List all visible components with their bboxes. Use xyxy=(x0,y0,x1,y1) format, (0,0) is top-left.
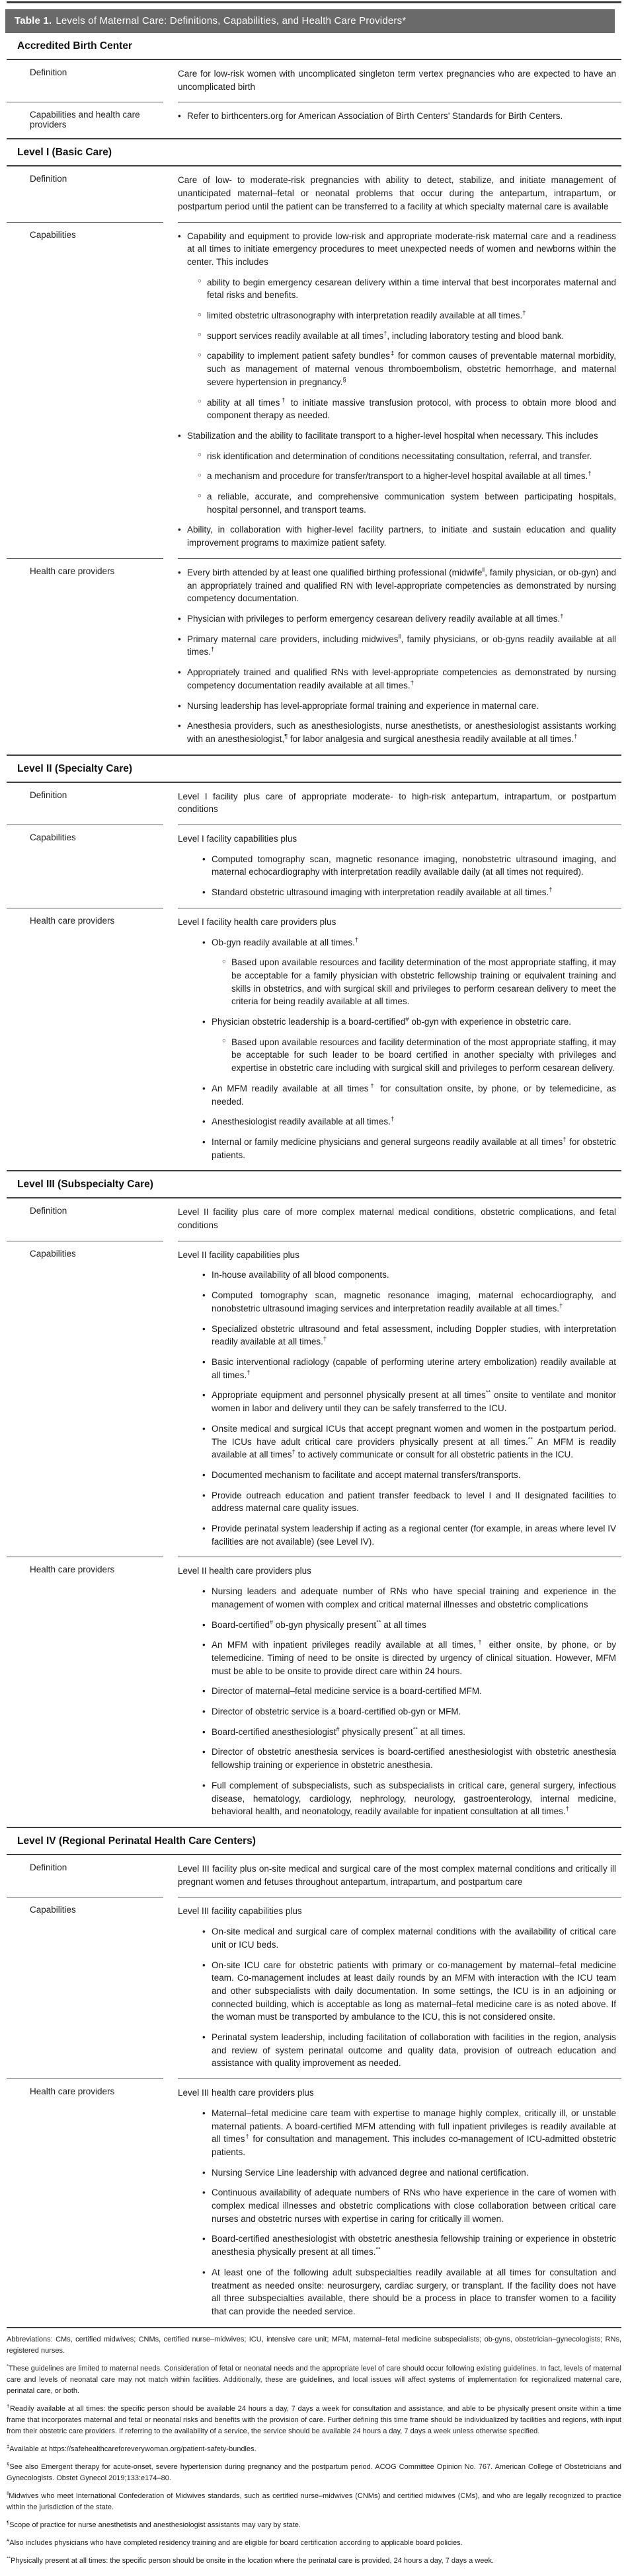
bullet-item: • Full complement of subspecialists, such as subspecialists in critical care, general surgery, infectious disease, hematology, cardiology, nephrology, neurology, gastroenterology, internal medicine, behavioral health, and neonatology, readily available for inpatient consultation at all times.† xyxy=(202,1779,616,1818)
row-label: Health care providers xyxy=(7,1557,163,1827)
table-row xyxy=(7,825,621,908)
bullet-item: • An MFM with inpatient privileges readily available at all times,† either onsite, by phone, or by telemedicine. Timing of need to be onsite is directed by urgency of clinical situation. However, MFM must be able to be onsite to provide direct care within 24 hours. xyxy=(202,1638,616,1677)
bullet-item: • Board-certified anesthesiologist# physically present** at all times. xyxy=(202,1726,616,1739)
bullet-item: • Board-certified anesthesiologist with obstetric anesthesia fellowship training or experience in obstetric anesthesia physically present at all times.** xyxy=(202,2232,616,2258)
bullet-item: ○ support services readily available at all times†, including laboratory testing and blood bank. xyxy=(198,330,616,343)
row-lead: Care of low- to moderate-risk pregnancies with ability to detect, stabilize, and initiate management of unanticipated maternal–fetal or neonatal problems that occur during the antepartum, intrapartum, or postpartum period until the patient can be transferred to a facility at which specialty maternal care is available xyxy=(178,175,616,211)
table-row xyxy=(7,1241,621,1557)
row-label: Capabilities xyxy=(7,1241,163,1557)
bullet-item: ○ a reliable, accurate, and comprehensive communication system between participating hospitals, hospital personnel, and transport teams. xyxy=(198,490,616,516)
row-content xyxy=(178,825,621,908)
row-content xyxy=(178,1897,621,2079)
row-lead: Level III facility capabilities plus xyxy=(178,1906,302,1917)
table-section xyxy=(7,1827,621,2327)
table-row xyxy=(7,783,621,825)
row-lead: Level I facility health care providers plus xyxy=(178,916,336,927)
bullet-item: • Continuous availability of adequate numbers of RNs who have experience in the care of women with complex medical illnesses and obstetric complications with close collaboration between critical care nurses and obstetric nurses with expertise in caring for critically ill women. xyxy=(202,2186,616,2225)
table-section xyxy=(7,33,621,138)
bullet-item: • Director of obstetric service is a board-certified ob-gyn or MFM. xyxy=(202,1705,616,1718)
bullet-item: ○ Based upon available resources and facility determination of the most appropriate staffing, it may be acceptable for a family physician with obstetric fellowship training or equivalent training and skills in obstetrics, and with surgical skill and privileges to perform cesarean delivery to meet the criteria for being readily available at all times. xyxy=(222,956,616,1008)
bullet-item: • Specialized obstetric ultrasound and fetal assessment, including Doppler studies, with interpretation readily available at all times.† xyxy=(202,1323,616,1348)
footnotes xyxy=(7,2328,621,2567)
row-label: Definition xyxy=(30,1206,67,1216)
bullet-item: ○ ability to begin emergency cesarean delivery within a time interval that best incorporates maternal and fetal risks and benefits. xyxy=(198,276,616,302)
table-section xyxy=(7,1170,621,1827)
bullet-list xyxy=(202,853,616,899)
bullet-item: • Internal or family medicine physicians and general surgeons readily available at all times† for obstetric patients. xyxy=(202,1136,616,1161)
bullet-item: • Anesthesiologist readily available at all times.† xyxy=(202,1115,616,1128)
row-lead: Level I facility capabilities plus xyxy=(178,834,297,844)
table-row xyxy=(7,908,621,1171)
bullet-item: ○ ability at all times† to initiate massive transfusion protocol, with process to obtain more blood and component therapy as needed. xyxy=(198,396,616,422)
row-label: Definition xyxy=(30,67,67,77)
row-content xyxy=(178,1855,621,1897)
footnote: †Readily available at all times: the specific person should be available 24 hours a day, 7 days a week for consultation and assistance, and able to be physically present onsite within a time frame that incorporates maternal and fetal or neonatal risks and benefits with the provision of care. Further defining this time frame should be individualized by facilities and regions, with input from their obstetric care providers. If referring to the availability of a service, the service should be available 24 hours a day, 7 days a week unless otherwise specified. xyxy=(7,2403,621,2435)
table-row xyxy=(7,558,621,754)
bullet-item: • Board-certified# ob-gyn physically present** at all times xyxy=(202,1619,616,1632)
table-row xyxy=(7,166,621,221)
bullet-item: ○ a mechanism and procedure for transfer/transport to a higher-level hospital available at all times.† xyxy=(198,470,616,483)
bullet-list xyxy=(202,936,616,1162)
bullet-item: • On-site ICU care for obstetric patients with primary or co-management by maternal–fetal medicine team. Co-management includes at least daily rounds by an MFM with interaction with the ICU team and other subspecialists with daily documentation. In some settings, the ICU is in an adjoining or connected building, which is acceptable as long as maternal–fetal medicine care is as noted above. If the woman must be transported by ambulance to the ICU, this is not considered onsite. xyxy=(202,1959,616,2024)
table-section xyxy=(7,754,621,1171)
bullet-item: • At least one of the following adult subspecialties readily available at all times for consultation and treatment as needed onsite: neurosurgery, cardiac surgery, or transplant. If the facility does not have all three subspecialties available, there should be a process in place to transfer women to a facility that can provide the needed service. xyxy=(202,2266,616,2318)
bullet-item: • Provide outreach education and patient transfer feedback to level I and II designated facilities to address maternal care quality issues. xyxy=(202,1489,616,1515)
row-lead: Level II facility plus care of more complex maternal medical conditions, obstetric complications, and fetal conditions xyxy=(178,1207,616,1231)
row-lead: Level I facility plus care of appropriate moderate- to high-risk antepartum, intrapartum, or postpartum conditions xyxy=(178,791,616,815)
levels-of-maternal-care-table xyxy=(7,33,621,2328)
bullet-list xyxy=(202,2107,616,2318)
section-heading: Accredited Birth Center xyxy=(7,33,621,60)
bullet-item: • Onsite medical and surgical ICUs that accept pregnant women and women in the postpartum period. The ICUs have adult critical care providers physically present at all times.** An MFM is readily available at all times† to actively communicate or consult for all obstetric patients in the ICU. xyxy=(202,1422,616,1461)
section-heading: Level II (Specialty Care) xyxy=(7,756,621,783)
row-content xyxy=(178,1241,621,1557)
bullet-item: • Maternal–fetal medicine care team with expertise to manage highly complex, critically ill, or unstable maternal patients. A board-certified MFM attending with full inpatient privileges is readily available at all times† for consultation and management. This includes co-management of ICU-admitted obstetric patients. xyxy=(202,2107,616,2159)
footnote: ‡Available at https://safehealthcareforeverywoman.org/patient-safety-bundles. xyxy=(7,2443,256,2454)
bullet-item: • Director of obstetric anesthesia services is board-certified anesthesiologist with obstetric anesthesia fellowship training or experience in obstetric anesthesia. xyxy=(202,1746,616,1771)
row-lead: Level II health care providers plus xyxy=(178,1566,311,1576)
bullet-item: • Ob-gyn readily available at all times.† xyxy=(202,936,616,949)
table-row xyxy=(7,1897,621,2079)
section-heading: Level III (Subspecialty Care) xyxy=(7,1171,621,1198)
row-lead: Care for low-risk women with uncomplicated singleton term vertex pregnancies who are expected to have an uncomplicated birth xyxy=(178,69,616,92)
bullet-list xyxy=(202,1585,616,1818)
bullet-list xyxy=(202,1269,616,1548)
row-label: Capabilities xyxy=(7,825,163,908)
bullet-item: • Refer to birthcenters.org for American Association of Birth Centers’ Standards for Birth Centers. xyxy=(178,110,616,123)
bullet-item: • Computed tomography scan, magnetic resonance imaging, maternal echocardiography, and nonobstetric ultrasound imaging services and interpretation readily available at all times.† xyxy=(202,1289,616,1315)
table-section xyxy=(7,138,621,754)
bullet-item: • Basic interventional radiology (capable of performing uterine artery embolization) readily available at all times.† xyxy=(202,1356,616,1381)
row-label: Health care providers xyxy=(7,2079,163,2327)
row-content xyxy=(178,2079,621,2327)
row-lead: Level III facility plus on-site medical and surgical care of the most complex maternal conditions and critically ill pregnant women and fetuses throughout antepartum, intrapartum, and postpartum care xyxy=(178,1863,616,1887)
row-label: Definition xyxy=(30,1862,67,1872)
document-page xyxy=(0,1,628,2576)
row-content xyxy=(178,1198,621,1240)
bullet-list xyxy=(178,566,616,746)
bullet-item: • In-house availability of all blood components. xyxy=(202,1269,616,1282)
row-label: Health care providers xyxy=(7,908,163,1171)
bullet-item: • Perinatal system leadership, including facilitation of collaboration with facilities in the region, analysis and review of system perinatal outcome and quality data, provision of outreach education and assistance with quality improvement as needed. xyxy=(202,2031,616,2070)
bullet-list xyxy=(202,1925,616,2070)
row-label: Capabilities xyxy=(7,1897,163,2079)
bullet-item: • Physician obstetric leadership is a board-certified# ob-gyn with experience in obstetric care. xyxy=(202,1015,616,1029)
bullet-item: • Nursing leaders and adequate number of RNs who have special training and experience in the management of women with complex and critical maternal illnesses and obstetric complications xyxy=(202,1585,616,1611)
row-label: Capabilities and health care providers xyxy=(7,102,163,138)
bullet-item: • Standard obstetric ultrasound imaging with interpretation readily available at all times.† xyxy=(202,886,616,899)
bullet-item: • Stabilization and the ability to facilitate transport to a higher-level hospital when necessary. This includes xyxy=(178,429,616,443)
footnote: ‖Midwives who meet International Confederation of Midwives standards, such as certified nurse–midwives (CNMs) and certified midwives (CMs), and who are legally recognized to practice within the jurisdiction of the state. xyxy=(7,2490,621,2512)
footnote: **Physically present at all times: the specific person should be onsite in the location where the perinatal care is provided, 24 hours a day, 7 days a week. xyxy=(7,2555,494,2565)
bullet-item: • Director of maternal–fetal medicine service is a board-certified MFM. xyxy=(202,1685,616,1698)
section-heading: Level IV (Regional Perinatal Health Care Centers) xyxy=(7,1828,621,1855)
bullet-item: • Provide perinatal system leadership if acting as a regional center (for example, in areas where level IV facilities are not available) (see Level IV). xyxy=(202,1522,616,1548)
row-label: Definition xyxy=(30,790,67,800)
table-title-bar xyxy=(5,9,615,33)
table-row xyxy=(7,1855,621,1897)
bullet-item: • Anesthesia providers, such as anesthesiologists, nurse anesthetists, or anesthesiologist assistants working with an anesthesiologist,¶ for labor analgesia and surgical anesthesia readily available at all times.† xyxy=(178,719,616,745)
row-content xyxy=(178,60,621,102)
bullet-item: ○ limited obstetric ultrasonography with interpretation readily available at all times.† xyxy=(198,309,616,322)
bullet-item: • On-site medical and surgical care of complex maternal conditions with the availability of critical care unit or ICU beds. xyxy=(202,1925,616,1951)
bullet-item: ○ capability to implement patient safety bundles‡ for common causes of preventable maternal morbidity, such as management of maternal venous thromboembolism, obstetric hemorrhage, and maternal severe hypertension in pregnancy.§ xyxy=(198,350,616,388)
bullet-item: • Primary maternal care providers, including midwives‖, family physicians, or ob-gyns readily available at all times.† xyxy=(178,633,616,659)
row-lead: Level III health care providers plus xyxy=(178,2088,314,2098)
bullet-item: • Physician with privileges to perform emergency cesarean delivery readily available at all times.† xyxy=(178,612,616,626)
footnote: ¶Scope of practice for nurse anesthetists and anesthesiologist assistants may vary by state. xyxy=(7,2519,301,2530)
bullet-item: • Documented mechanism to facilitate and accept maternal transfers/transports. xyxy=(202,1469,616,1482)
bullet-item: ○ risk identification and determination of conditions necessitating consultation, referral, and transfer. xyxy=(198,450,616,463)
row-content xyxy=(178,908,621,1171)
footnote: §See also Emergent therapy for acute-onset, severe hypertension during pregnancy and the postpartum period. ACOG Committee Opinion No. 767. American College of Obstetricians and Gynecologists. Obstet Gynecol 2019;133:e174–80. xyxy=(7,2461,621,2483)
section-heading: Level I (Basic Care) xyxy=(7,139,621,166)
table-title-text: Levels of Maternal Care: Definitions, Capabilities, and Health Care Providers* xyxy=(56,15,407,26)
bullet-item: ○ Based upon available resources and facility determination of the most appropriate staffing, it may be acceptable for such leader to be board certified in another specialty with privileges and expertise in obstetric care including with surgical skill and privileges to perform cesarean delivery. xyxy=(222,1036,616,1075)
footnote: *These guidelines are limited to maternal needs. Consideration of fetal or neonatal needs and the appropriate level of care should occur following existing guidelines. In fact, levels of maternal care and levels of neonatal care may not match within facilities. Additionally, these are guidelines, and local issues will affect systems of implementation for regionalized maternal care, perinatal care, or both. xyxy=(7,2363,621,2395)
bullet-list xyxy=(178,110,616,123)
row-lead: Level II facility capabilities plus xyxy=(178,1249,299,1260)
table-row xyxy=(7,102,621,138)
table-row xyxy=(7,1198,621,1240)
table-row xyxy=(7,2079,621,2327)
row-label: Definition xyxy=(30,174,67,184)
bullet-item: • Appropriately trained and qualified RNs with level-appropriate competencies as demonstrated by nursing competency documentation readily available at all times.† xyxy=(178,666,616,692)
bullet-item: • Computed tomography scan, magnetic resonance imaging, nonobstetric ultrasound imaging, and maternal echocardiography with interpretation readily available daily (at all times not required). xyxy=(202,853,616,879)
bullet-item: • Ability, in collaboration with higher-level facility partners, to initiate and sustain education and quality improvement programs to maximize patient safety. xyxy=(178,523,616,549)
bullet-item: • Appropriate equipment and personnel physically present at all times** onsite to ventilate and monitor women in labor and delivery until they can be safely transferred to the ICU. xyxy=(202,1389,616,1415)
bullet-item: • Every birth attended by at least one qualified birthing professional (midwife‖, family physician, or ob-gyn) and an appropriately trained and qualified RN with level-appropriate competencies as demonstrated by nursing competency documentation. xyxy=(178,566,616,605)
bullet-list xyxy=(178,230,616,550)
footnote: #Also includes physicians who have completed residency training and are eligible for board certification according to applicable board policies. xyxy=(7,2537,463,2548)
row-content xyxy=(178,166,621,221)
row-label: Health care providers xyxy=(7,558,163,754)
bullet-item: • Nursing Service Line leadership with advanced degree and national certification. xyxy=(202,2166,616,2180)
table-row xyxy=(7,1557,621,1827)
table-number-label: Table 1. xyxy=(15,15,52,26)
footnote: Abbreviations: CMs, certified midwives; CNMs, certified nurse–midwives; ICU, intensive care unit; MFM, maternal–fetal medicine subspecialists; ob-gyns, obstetrician–gynecologists; RNs, registered nurses. xyxy=(7,2335,621,2355)
top-rule xyxy=(7,1,621,3)
bullet-item: • An MFM readily available at all times† for consultation onsite, by phone, or by telemedicine, as needed. xyxy=(202,1082,616,1108)
row-label: Capabilities xyxy=(7,222,163,558)
row-content xyxy=(178,222,621,558)
row-content xyxy=(178,1557,621,1827)
row-content xyxy=(178,558,621,754)
bullet-item: • Capability and equipment to provide low-risk and appropriate moderate-risk maternal care and a readiness at all times to initiate emergency procedures to meet unexpected needs of women and newborns within the center. This includes xyxy=(178,230,616,269)
table-row xyxy=(7,60,621,102)
bullet-item: • Nursing leadership has level-appropriate formal training and experience in maternal care. xyxy=(178,700,616,713)
row-content xyxy=(178,102,621,138)
row-content xyxy=(178,783,621,825)
table-row xyxy=(7,222,621,558)
